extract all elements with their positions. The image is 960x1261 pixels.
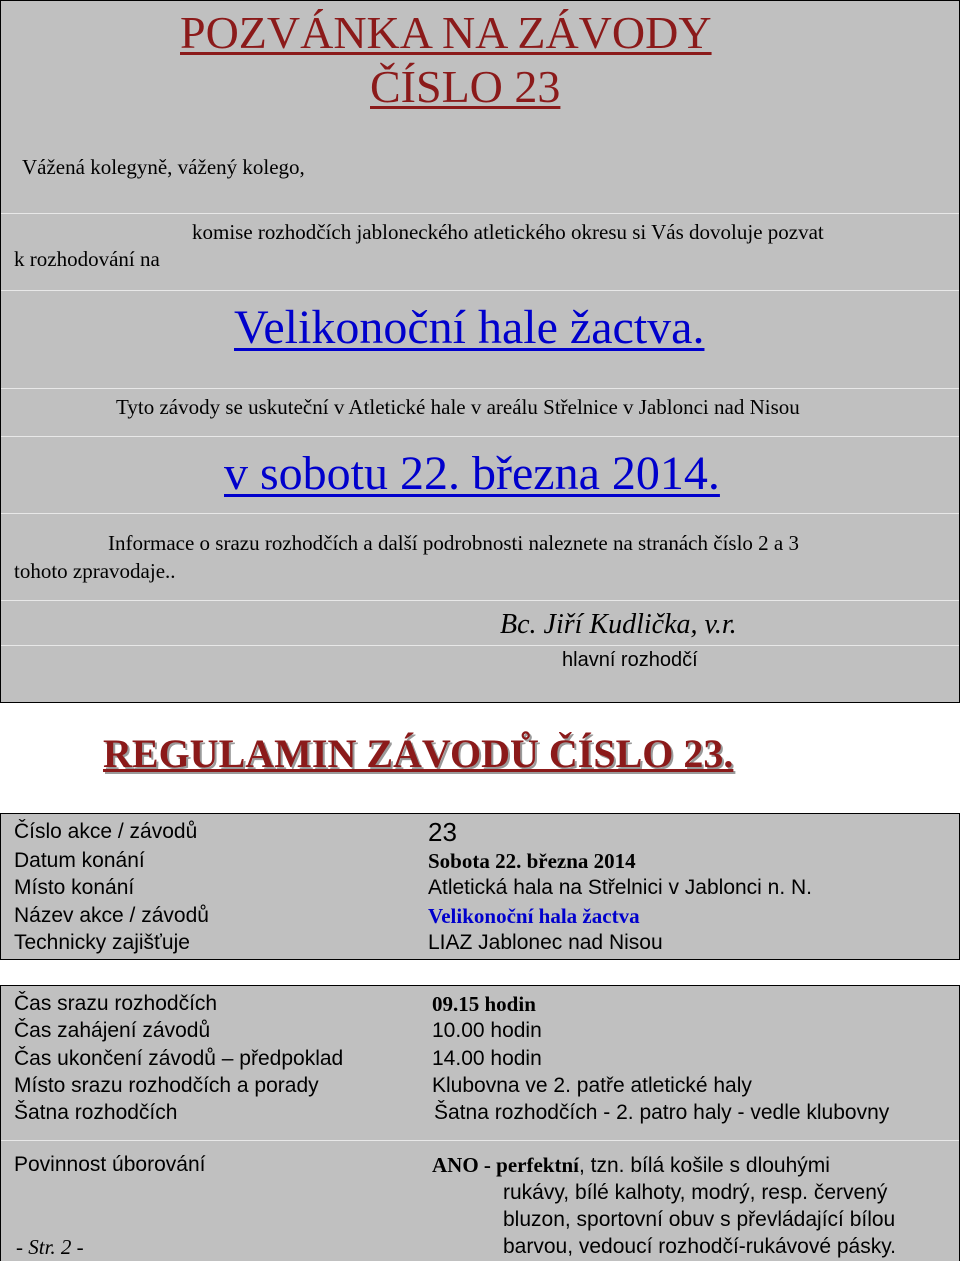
venue-text: Tyto závody se uskuteční v Atletické hale v areálu Střelnice v Jablonci nad Nisou <box>116 395 800 419</box>
schedule-value-end: 14.00 hodin <box>432 1047 542 1070</box>
detail-value-name: Velikonoční hala žactva <box>428 904 640 928</box>
detail-label-place: Místo konání <box>14 876 135 899</box>
intro-line1: komise rozhodčích jabloneckého atletického okresu si Vás dovoluje pozvat <box>192 220 824 244</box>
signature-role: hlavní rozhodčí <box>562 649 698 671</box>
schedule-label-start: Čas zahájení závodů <box>14 1019 211 1042</box>
regulation-title: REGULAMIN ZÁVODŮ ČÍSLO 23. <box>103 731 734 776</box>
detail-value-place: Atletická hala na Střelnici v Jablonci n. N. <box>428 876 813 899</box>
schedule-value-changing-room: Šatna rozhodčích - 2. patro haly - vedle klubovny <box>434 1101 890 1124</box>
uniform-value-line2: rukávy, bílé kalhoty, modrý, resp. červený <box>503 1181 888 1204</box>
info-line1: Informace o srazu rozhodčích a další podrobnosti naleznete na stranách číslo 2 a 3 <box>108 531 799 555</box>
invitation-title-line2: ČÍSLO 23 <box>370 61 561 112</box>
uniform-value-line3: bluzon, sportovní obuv s převládající bílou <box>503 1208 896 1231</box>
intro-line2: k rozhodování na <box>14 247 160 271</box>
detail-value-organizer: LIAZ Jablonec nad Nisou <box>428 931 663 954</box>
schedule-value-start: 10.00 hodin <box>432 1019 542 1042</box>
schedule-value-meeting: 09.15 hodin <box>432 992 536 1016</box>
schedule-value-meeting-place: Klubovna ve 2. patře atletické haly <box>432 1074 752 1097</box>
uniform-value-line1 <box>432 1153 830 1178</box>
uniform-value-bold: ANO - perfektní <box>432 1153 579 1177</box>
signature-name: Bc. Jiří Kudlička, v.r. <box>500 609 737 640</box>
invitation-title-line1: POZVÁNKA NA ZÁVODY <box>180 7 712 58</box>
schedule-label-meeting-place: Místo srazu rozhodčích a porady <box>14 1074 319 1097</box>
detail-label-organizer: Technicky zajišťuje <box>14 931 190 954</box>
page-number: - Str. 2 - <box>16 1235 84 1259</box>
schedule-label-meeting: Čas srazu rozhodčích <box>14 992 218 1015</box>
info-line2: tohoto zpravodaje.. <box>14 559 176 583</box>
schedule-label-end: Čas ukončení závodů – předpoklad <box>14 1047 344 1070</box>
event-name: Velikonoční hale žactva. <box>234 301 705 354</box>
greeting: Vážená kolegyně, vážený kolego, <box>22 155 305 179</box>
uniform-value-rest: , tzn. bílá košile s dlouhými <box>578 1154 830 1177</box>
detail-label-number: Číslo akce / závodů <box>14 820 198 843</box>
detail-label-name: Název akce / závodů <box>14 904 209 927</box>
schedule-label-changing-room: Šatna rozhodčích <box>14 1101 178 1124</box>
uniform-label: Povinnost úborování <box>14 1153 206 1176</box>
uniform-value-line4: barvou, vedoucí rozhodčí-rukávové pásky. <box>503 1235 896 1258</box>
detail-value-date: Sobota 22. března 2014 <box>428 849 636 873</box>
detail-label-date: Datum konání <box>14 849 145 872</box>
event-date: v sobotu 22. března 2014. <box>224 447 720 500</box>
detail-value-number: 23 <box>428 817 457 847</box>
